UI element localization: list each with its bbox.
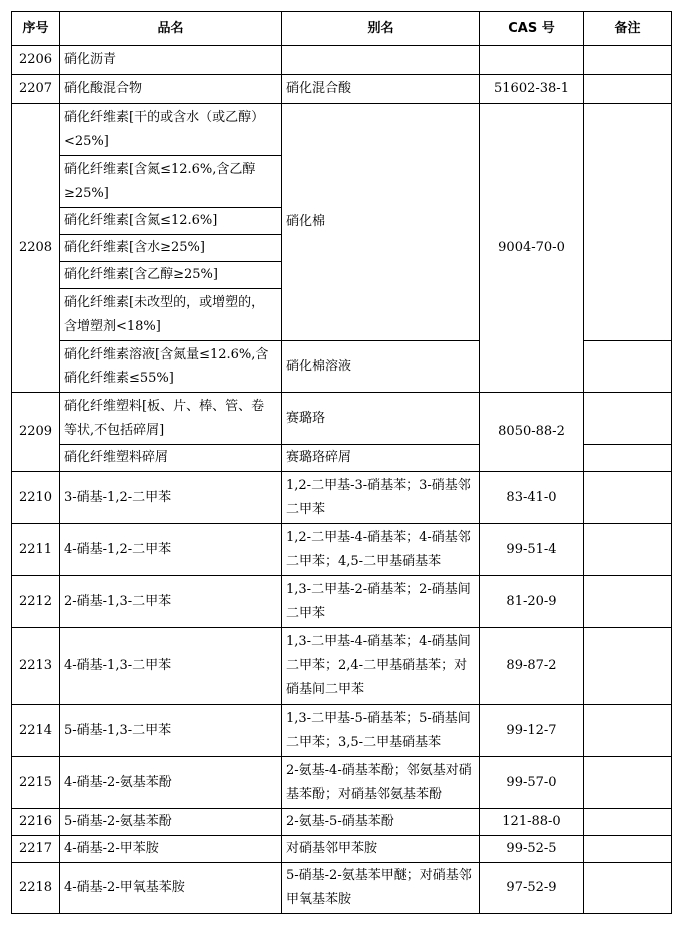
note-cell: [584, 524, 672, 576]
alias-cell: 赛璐珞碎屑: [282, 445, 480, 472]
table-row: [12, 472, 672, 524]
alias-cell: [282, 46, 480, 75]
note-cell: [584, 836, 672, 863]
cas-cell: 121-88-0: [480, 809, 584, 836]
note-cell: [584, 628, 672, 705]
note-cell: [584, 341, 672, 393]
note-cell: [584, 863, 672, 914]
name-cell: 3-硝基-1,2-二甲苯: [60, 472, 282, 524]
cas-cell: 97-52-9: [480, 863, 584, 914]
alias-cell: 赛璐珞: [282, 393, 480, 445]
seq-cell: 2211: [12, 524, 60, 576]
cas-cell: 83-41-0: [480, 472, 584, 524]
alias-cell: 1,3-二甲基-5-硝基苯；5-硝基间二甲苯；3,5-二甲基硝基苯: [282, 705, 480, 757]
table-row: [12, 393, 672, 445]
alias-cell: 硝化棉: [282, 104, 480, 341]
table-row: [12, 705, 672, 757]
name-cell: 硝化纤维素[未改型的，或增塑的，含增塑剂<18%]: [60, 289, 282, 341]
cas-cell: 8050-88-2: [480, 393, 584, 472]
name-cell: 硝化纤维素[含氮≤12.6%,含乙醇≥25%]: [60, 156, 282, 208]
name-cell: 硝化沥青: [60, 46, 282, 75]
alias-cell: 1,2-二甲基-3-硝基苯；3-硝基邻二甲苯: [282, 472, 480, 524]
note-cell: [584, 472, 672, 524]
alias-cell: 5-硝基-2-氨基苯甲醚；对硝基邻甲氧基苯胺: [282, 863, 480, 914]
chemical-catalog-table: [11, 11, 672, 914]
note-cell: [584, 393, 672, 445]
header-alias: 别名: [282, 12, 480, 46]
header-row: [12, 12, 672, 46]
seq-cell: 2206: [12, 46, 60, 75]
name-cell: 硝化纤维素[干的或含水（或乙醇）<25%]: [60, 104, 282, 156]
seq-cell: 2217: [12, 836, 60, 863]
table-row: [12, 809, 672, 836]
cas-cell: 51602-38-1: [480, 75, 584, 104]
seq-cell: 2215: [12, 757, 60, 809]
cas-cell: 99-51-4: [480, 524, 584, 576]
table-row: [12, 104, 672, 156]
name-cell: 4-硝基-1,2-二甲苯: [60, 524, 282, 576]
alias-cell: 2-氨基-4-硝基苯酚；邻氨基对硝基苯酚；对硝基邻氨基苯酚: [282, 757, 480, 809]
table-row: [12, 757, 672, 809]
name-cell: 硝化纤维塑料[板、片、棒、管、卷等状,不包括碎屑]: [60, 393, 282, 445]
note-cell: [584, 705, 672, 757]
alias-cell: 对硝基邻甲苯胺: [282, 836, 480, 863]
name-cell: 5-硝基-1,3-二甲苯: [60, 705, 282, 757]
table-row: [12, 863, 672, 914]
cas-cell: 89-87-2: [480, 628, 584, 705]
alias-cell: 2-氨基-5-硝基苯酚: [282, 809, 480, 836]
note-cell: [584, 445, 672, 472]
header-note: 备注: [584, 12, 672, 46]
name-cell: 硝化纤维素[含氮≤12.6%]: [60, 208, 282, 235]
note-cell: [584, 75, 672, 104]
header-name: 品名: [60, 12, 282, 46]
name-cell: 硝化酸混合物: [60, 75, 282, 104]
seq-cell: 2209: [12, 393, 60, 472]
alias-cell: 1,3-二甲基-2-硝基苯；2-硝基间二甲苯: [282, 576, 480, 628]
name-cell: 4-硝基-2-甲苯胺: [60, 836, 282, 863]
table-row: [12, 628, 672, 705]
header-seq: 序号: [12, 12, 60, 46]
alias-cell: 硝化混合酸: [282, 75, 480, 104]
table-row: [12, 46, 672, 75]
table-row: [12, 524, 672, 576]
cas-cell: 99-57-0: [480, 757, 584, 809]
name-cell: 硝化纤维素溶液[含氮量≤12.6%,含硝化纤维素≤55%]: [60, 341, 282, 393]
name-cell: 4-硝基-2-氨基苯酚: [60, 757, 282, 809]
name-cell: 硝化纤维素[含水≥25%]: [60, 235, 282, 262]
note-cell: [584, 757, 672, 809]
table-row: [12, 576, 672, 628]
seq-cell: 2214: [12, 705, 60, 757]
table-row: [12, 836, 672, 863]
seq-cell: 2216: [12, 809, 60, 836]
name-cell: 硝化纤维素[含乙醇≥25%]: [60, 262, 282, 289]
cas-cell: 81-20-9: [480, 576, 584, 628]
note-cell: [584, 809, 672, 836]
seq-cell: 2218: [12, 863, 60, 914]
alias-cell: 硝化棉溶液: [282, 341, 480, 393]
note-cell: [584, 104, 672, 341]
note-cell: [584, 46, 672, 75]
cas-cell: 99-12-7: [480, 705, 584, 757]
cas-cell: [480, 46, 584, 75]
name-cell: 4-硝基-2-甲氧基苯胺: [60, 863, 282, 914]
note-cell: [584, 576, 672, 628]
header-cas: CAS 号: [480, 12, 584, 46]
alias-cell: 1,2-二甲基-4-硝基苯；4-硝基邻二甲苯；4,5-二甲基硝基苯: [282, 524, 480, 576]
name-cell: 2-硝基-1,3-二甲苯: [60, 576, 282, 628]
name-cell: 5-硝基-2-氨基苯酚: [60, 809, 282, 836]
seq-cell: 2210: [12, 472, 60, 524]
alias-cell: 1,3-二甲基-4-硝基苯；4-硝基间二甲苯；2,4-二甲基硝基苯；对硝基间二甲苯: [282, 628, 480, 705]
seq-cell: 2213: [12, 628, 60, 705]
seq-cell: 2207: [12, 75, 60, 104]
table-row: [12, 75, 672, 104]
cas-cell: 99-52-5: [480, 836, 584, 863]
name-cell: 硝化纤维塑料碎屑: [60, 445, 282, 472]
seq-cell: 2208: [12, 104, 60, 393]
cas-cell: 9004-70-0: [480, 104, 584, 393]
name-cell: 4-硝基-1,3-二甲苯: [60, 628, 282, 705]
seq-cell: 2212: [12, 576, 60, 628]
